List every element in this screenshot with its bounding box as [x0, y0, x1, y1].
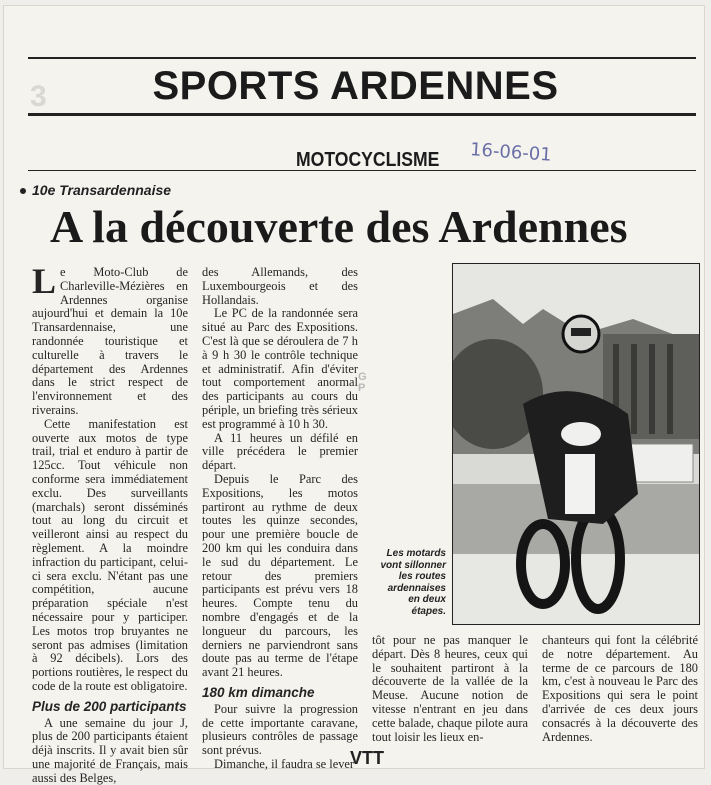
article-column-3	[372, 634, 528, 744]
kicker	[20, 182, 171, 198]
kicker-text: 10e Transardennaise	[32, 182, 171, 198]
bleed-through-mark: 3	[30, 80, 47, 114]
article-column-1	[32, 266, 188, 785]
motorcycle-photo	[452, 263, 700, 625]
subheading: Plus de 200 participants	[32, 700, 188, 714]
article-column-2	[202, 266, 358, 772]
rider-illustration	[453, 264, 699, 624]
paragraph: Cette manifestation est ouverte aux motos de type trail, trial et enduro à partir de 125cc. Tout véhicule non conforme sera immédiatement exclu. Des surveillants (marchals) seront disséminés tout au long du circuit et veilleront ainsi au respect du règlement. A la moindre infraction du participant, celui-ci sera exclu. N'étant pas une compétition, aucune préparation spéciale n'est nécessaire pour y participer. Les motos trop bruyantes ne seront pas admises (limitation à 92 décibels). Lors des portions routières, le respect du code de la route est obligatoire.	[32, 418, 188, 694]
paragraph: Le PC de la randonnée sera situé au Parc des Expositions. C'est là que se déroulera de 7 h à 9 h 30 le contrôle technique et administratif. Afin d'éviter tout comportement anormal des participants au cours du périple, un briefing très sérieux est programmé à 10 h 30.	[202, 307, 358, 431]
top-rule	[28, 57, 696, 59]
paragraph: tôt pour ne pas manquer le départ. Dès 8 heures, ceux qui le souhaitent partiront à la découverte de la vallée de la Meuse. Aucune notion de vitesse n'entrant en jeu dans cette balade, chaque pilote aura tout loisir les lieux en-	[372, 634, 528, 744]
paragraph: chanteurs qui font la célébrité de notre département. Au terme de ce parcours de 180 km, c'est à nouveau le Parc des Expositions qui sera le point d'arrivée de ces deux jours consacrés à la découverte des Ardennes.	[542, 634, 698, 744]
subheading: 180 km dimanche	[202, 686, 358, 700]
paragraph: Dimanche, il faudra se lever	[202, 758, 358, 772]
dropcap: L	[32, 267, 56, 295]
paragraph: des Allemands, des Luxembourgeois et des Hollandais.	[202, 266, 358, 307]
library-stamp: G P	[358, 372, 367, 394]
section-title: MOTOCYCLISME	[296, 149, 439, 172]
paragraph: A une semaine du jour J, plus de 200 participants étaient déjà inscrits. Il y avait bien sûr une majorité de Français, mais aussi des Belges,	[32, 717, 188, 785]
article-column-4	[542, 634, 698, 744]
page-section-header: SPORTS ARDENNES	[0, 64, 711, 109]
paragraph	[32, 266, 188, 418]
footer-label: VTT	[350, 748, 384, 769]
paragraph: Depuis le Parc des Expositions, les motos partiront au rythme de deux toutes les quinze secondes, pour une première boucle de 200 km qui les conduira dans le sud du département. Le retour des premiers participants est prévu vers 18 heures. Compte tenu du nombre d'engagés et de la longueur du parcours, les derniers ne parviendront sans doute pas au terme de l'étape avant 21 heures.	[202, 473, 358, 680]
photo-caption: Les motards vont sillonner les routes ardennaises en deux étapes.	[378, 548, 446, 617]
header-rule	[28, 113, 696, 116]
paragraph-text: e Moto-Club de Charleville-Mézières en Ardennes organise aujourd'hui et demain la 10e Transardennaise, une randonnée touristique et culturelle à travers le département des Ardennes dans le strict respect de l'environnement et des riverains.	[32, 265, 188, 417]
handwritten-date: 16-06-01	[469, 139, 552, 166]
paragraph: A 11 heures un défilé en ville précédera le premier départ.	[202, 432, 358, 473]
bullet-icon	[20, 188, 26, 194]
headline: A la découverte des Ardennes	[50, 200, 628, 253]
paragraph: Pour suivre la progression de cette importante caravane, plusieurs contrôles de passage sont prévus.	[202, 703, 358, 758]
